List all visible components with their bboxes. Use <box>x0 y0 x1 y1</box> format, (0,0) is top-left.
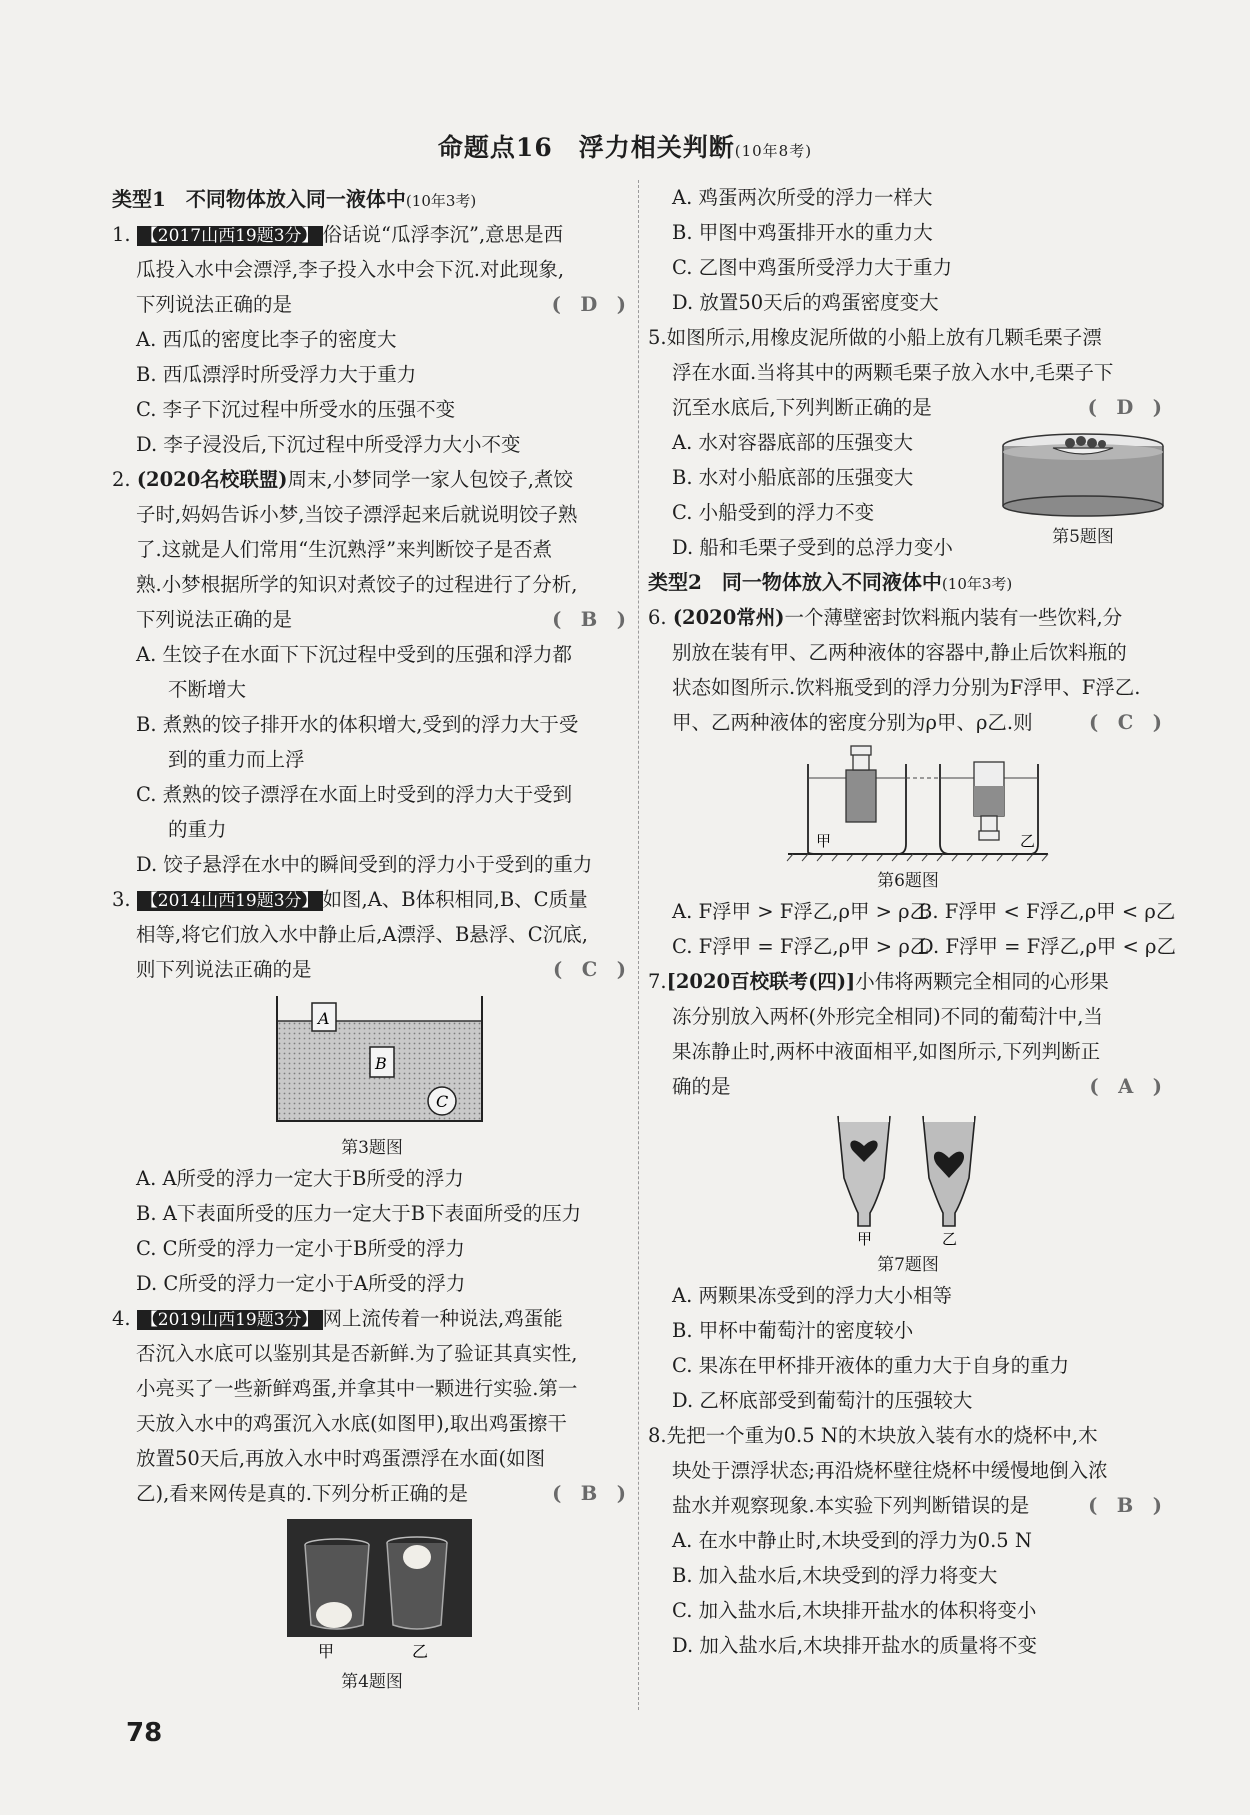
option: C. 加入盐水后,木块排开盐水的体积将变小 <box>672 1599 1037 1622</box>
question-7: 7.[2020百校联考(四)]小伟将两颗完全相同的心形果 冻分别放入两杯(外形完全相同)不同的葡萄汁中,当 果冻静止时,两杯中液面相平,如图所示,下列判断正 确的是 ( A ) 甲 乙 第7题图 A. 两颗果冻受到的浮力大小相等 B. 甲杯中葡萄汁的密度较小 C. 果冻在甲杯排开液体的重力大于自身的重力 D. 乙杯底部受到葡萄汁的压强较大 <box>648 964 1168 1418</box>
source-tag: (2020名校联盟) <box>136 468 288 491</box>
option: C. 煮熟的饺子漂浮在水面上时受到的浮力大于受到 <box>136 783 573 806</box>
option: B. A下表面所受的压力一定大于B下表面所受的压力 <box>136 1202 582 1225</box>
option: B. 水对小船底部的压强变大 <box>672 466 914 489</box>
type2-heading: 类型2 同一物体放入不同液体中(10年3考) <box>648 570 1013 594</box>
figure-caption: 第3题图 <box>341 1138 403 1158</box>
option: D. 放置50天后的鸡蛋密度变大 <box>672 291 939 314</box>
answer: ( C ) <box>1089 711 1162 734</box>
source-tag: (2020常州) <box>672 606 785 629</box>
svg-text:甲: 甲 <box>857 1230 873 1248</box>
option: C. 李子下沉过程中所受水的压强不变 <box>136 398 456 421</box>
answer: ( D ) <box>1087 396 1162 419</box>
option: B. 加入盐水后,木块受到的浮力将变大 <box>672 1564 998 1587</box>
option: A. A所受的浮力一定大于B所受的浮力 <box>136 1167 464 1190</box>
answer: ( B ) <box>1088 1494 1162 1517</box>
option: C. 小船受到的浮力不变 <box>672 501 875 524</box>
column-divider <box>638 180 639 1710</box>
figure-caption: 第7题图 <box>877 1255 939 1275</box>
option: B. 甲杯中葡萄汁的密度较小 <box>672 1319 914 1342</box>
figure-caption: 第6题图 <box>877 871 939 891</box>
question-4: 4. 【2019山西19题3分】 网上流传着一种说法,鸡蛋能 否沉入水底可以鉴别其是否新鲜.为了验证其真实性, 小亮买了一些新鲜鸡蛋,并拿其中一颗进行实验.第一 天放入水中的鸡蛋沉入水底(如图甲),取出鸡蛋擦干 放置50天后,再放入水中时鸡蛋漂浮在水面(如图 乙),看来网传是真的.下列分析正确的是 ( B ) 甲 乙 第4题图 <box>112 1301 632 1695</box>
figure-4-photo <box>112 1515 632 1665</box>
option: A. 水对容器底部的压强变大 <box>672 431 913 454</box>
option: D. 饺子悬浮在水中的瞬间受到的浮力小于受到的重力 <box>136 853 593 876</box>
question-6: 6. (2020常州)一个薄壁密封饮料瓶内装有一些饮料,分 别放在装有甲、乙两种液体的容器中,静止后饮料瓶的 状态如图所示.饮料瓶受到的浮力分别为F浮甲、F浮乙. 甲、乙两种液体的密度分别为ρ甲、ρ乙.则 ( C ) 甲 乙 第6题图 A. F浮甲 > F浮乙,ρ甲 > ρ乙 B. F浮甲 < F浮乙,ρ甲 < ρ乙 C. F浮甲 = F浮乙,ρ甲 > ρ乙 D. F浮甲 = F浮乙,ρ甲 < ρ乙 <box>648 600 1168 964</box>
option: A. F浮甲 > F浮乙,ρ甲 > ρ乙 <box>672 900 930 923</box>
source-tag: 【2019山西19题3分】 <box>137 1310 323 1330</box>
option: D. 加入盐水后,木块排开盐水的质量将不变 <box>672 1634 1038 1657</box>
option: B. 西瓜漂浮时所受浮力大于重力 <box>136 363 417 386</box>
figure-3 <box>112 991 632 1131</box>
egg-floating <box>403 1545 431 1569</box>
option: A. 生饺子在水面下下沉过程中受到的压强和浮力都 <box>136 643 572 666</box>
left-column <box>112 182 632 1695</box>
option: A. 鸡蛋两次所受的浮力一样大 <box>672 186 933 209</box>
svg-text:A: A <box>318 1009 330 1028</box>
option: A. 西瓜的密度比李子的密度大 <box>136 328 397 351</box>
option: C. 果冻在甲杯排开液体的重力大于自身的重力 <box>672 1354 1070 1377</box>
source-tag: 【2014山西19题3分】 <box>137 891 323 911</box>
option: B. 甲图中鸡蛋排开水的重力大 <box>672 221 933 244</box>
option: D. F浮甲 = F浮乙,ρ甲 < ρ乙 <box>918 935 1176 958</box>
option: D. 船和毛栗子受到的总浮力变小 <box>672 536 953 559</box>
option: D. 李子浸没后,下沉过程中所受浮力大小不变 <box>136 433 521 456</box>
figure-caption: 第4题图 <box>341 1672 403 1692</box>
answer: ( B ) <box>552 608 626 631</box>
figure-6 <box>648 744 1168 864</box>
answer: ( C ) <box>553 958 626 981</box>
figure-7 <box>648 1108 1168 1248</box>
page-title: 命题点16 浮力相关判断(10年8考) <box>437 133 813 162</box>
svg-text:C: C <box>436 1092 449 1111</box>
svg-text:甲: 甲 <box>318 1642 335 1661</box>
option: B. F浮甲 < F浮乙,ρ甲 < ρ乙 <box>918 900 1176 923</box>
type1-heading: 类型1 不同物体放入同一液体中(10年3考) <box>112 187 477 211</box>
question-1: 1. 【2017山西19题3分】 俗话说“瓜浮李沉”,意思是西 瓜投入水中会漂浮,李子投入水中会下沉.对此现象, 下列说法正确的是 ( D ) A. 西瓜的密度比李子的密度大 B. 西瓜漂浮时所受浮力大于重力 C. 李子下沉过程中所受水的压强不变 D. 李子浸没后,下沉过程中所受浮力大小不变 <box>112 217 632 462</box>
svg-text:乙: 乙 <box>1020 832 1036 850</box>
svg-text:B: B <box>375 1054 387 1073</box>
source-tag: 【2017山西19题3分】 <box>137 226 323 246</box>
answer: ( B ) <box>552 1482 626 1505</box>
svg-text:乙: 乙 <box>942 1230 958 1248</box>
question-3: 3. 【2014山西19题3分】 如图,A、B体积相同,B、C质量 相等,将它们放入水中静止后,A漂浮、B悬浮、C沉底, 则下列说法正确的是 ( C ) A B C 第3题图 A. A所受的浮力一定大于B所受的浮力 B. A下表面所受的压力一定大于B下表面所受的压力 C. C所受的浮力一定小于B所受的浮力 D. C所受的浮力一定小于A所受的浮力 <box>112 882 632 1301</box>
page-number: 78 <box>126 1718 163 1748</box>
svg-text:甲: 甲 <box>816 832 832 850</box>
option: A. 在水中静止时,木块受到的浮力为0.5 N <box>672 1529 1032 1552</box>
figure-caption: 第5题图 <box>1052 527 1114 547</box>
question-8: 8.先把一个重为0.5 N的木块放入装有水的烧杯中,木 块处于漂浮状态;再沿烧杯壁往烧杯中缓慢地倒入浓 盐水并观察现象.本实验下列判断错误的是 ( B ) A. 在水中静止时,木块受到的浮力为0.5 N B. 加入盐水后,木块受到的浮力将变大 C. 加入盐水后,木块排开盐水的体积将变小 D. 加入盐水后,木块排开盐水的质量将不变 <box>648 1418 1168 1663</box>
option: C. C所受的浮力一定小于B所受的浮力 <box>136 1237 465 1260</box>
option: D. C所受的浮力一定小于A所受的浮力 <box>136 1272 466 1295</box>
option: D. 乙杯底部受到葡萄汁的压强较大 <box>672 1389 973 1412</box>
question-5: 5.如图所示,用橡皮泥所做的小船上放有几颗毛栗子漂 浮在水面.当将其中的两颗毛栗子放入水中,毛栗子下 沉至水底后,下列判断正确的是 ( D ) A. 水对容器底部的压强变大 B. 水对小船底部的压强变大 C. 小船受到的浮力不变 D. 船和毛栗子受到的总浮力变小 第5题图 <box>648 320 1168 565</box>
option: C. F浮甲 = F浮乙,ρ甲 > ρ乙 <box>672 935 930 958</box>
option: B. 煮熟的饺子排开水的体积增大,受到的浮力大于受 <box>136 713 579 736</box>
answer: ( A ) <box>1089 1075 1162 1098</box>
option: C. 乙图中鸡蛋所受浮力大于重力 <box>672 256 953 279</box>
egg-sunk <box>316 1602 352 1628</box>
question-2: 2. (2020名校联盟)周末,小梦同学一家人包饺子,煮饺 子时,妈妈告诉小梦,当饺子漂浮起来后就说明饺子熟 了.这就是人们常用“生沉熟浮”来判断饺子是否煮 熟.小梦根据所学的知识对煮饺子的过程进行了分析, 下列说法正确的是 ( B ) A. 生饺子在水面下下沉过程中受到的压强和浮力都 不断增大 B. 煮熟的饺子排开水的体积增大,受到的浮力大于受 到的重力而上浮 C. 煮熟的饺子漂浮在水面上时受到的浮力大于受到 的重力 D. 饺子悬浮在水中的瞬间受到的浮力小于受到的重力 <box>112 462 632 882</box>
answer: ( D ) <box>551 293 626 316</box>
right-column <box>648 182 1176 1663</box>
figure-5 <box>998 430 1168 550</box>
svg-text:乙: 乙 <box>412 1642 429 1661</box>
option: A. 两颗果冻受到的浮力大小相等 <box>672 1284 952 1307</box>
source-tag: [2020百校联考(四)] <box>666 970 856 993</box>
